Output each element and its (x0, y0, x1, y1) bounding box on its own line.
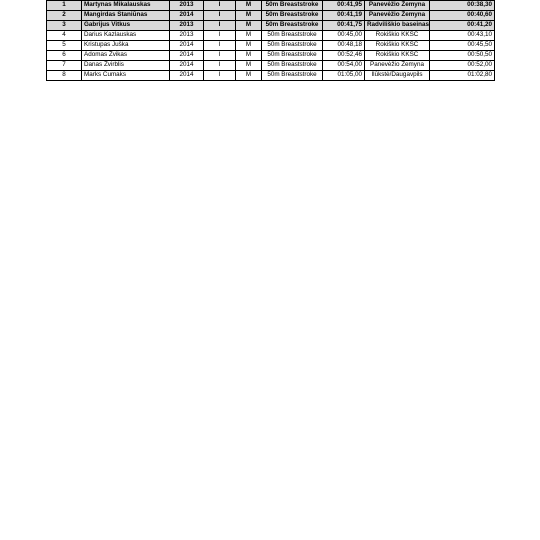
swimmer-name-cell: Martynas Mikalauskas (82, 1, 170, 11)
gender-cell: M (236, 21, 262, 31)
swimmer-name-cell: Marks Čumaks (82, 71, 170, 81)
club-cell: Radviliškio baseinas (365, 21, 430, 31)
place-cell: 8 (47, 71, 82, 81)
result-time-cell: 00:38,30 (430, 1, 495, 11)
place-cell: 5 (47, 41, 82, 51)
group-cell: I (204, 21, 236, 31)
table-row (47, 71, 495, 81)
group-cell: I (204, 11, 236, 21)
result-time-cell: 00:52,00 (430, 61, 495, 71)
gender-cell: M (236, 1, 262, 11)
event-cell: 50m Breaststroke (262, 31, 323, 41)
place-cell: 7 (47, 61, 82, 71)
event-cell: 50m Breaststroke (262, 21, 323, 31)
table-row (47, 41, 495, 51)
gender-cell: M (236, 61, 262, 71)
birth-year-cell: 2014 (170, 11, 204, 21)
result-time-cell: 00:43,10 (430, 31, 495, 41)
gender-cell: M (236, 11, 262, 21)
place-cell: 1 (47, 1, 82, 11)
club-cell: Rokiškio KKSC (365, 41, 430, 51)
event-cell: 50m Breaststroke (262, 51, 323, 61)
birth-year-cell: 2014 (170, 41, 204, 51)
entry-time-cell: 00:41,75 (323, 21, 365, 31)
event-cell: 50m Breaststroke (262, 71, 323, 81)
place-cell: 2 (47, 11, 82, 21)
results-table (46, 0, 495, 81)
result-time-cell: 01:02,80 (430, 71, 495, 81)
entry-time-cell: 00:45,00 (323, 31, 365, 41)
birth-year-cell: 2014 (170, 71, 204, 81)
event-cell: 50m Breaststroke (262, 61, 323, 71)
birth-year-cell: 2014 (170, 61, 204, 71)
place-cell: 4 (47, 31, 82, 41)
birth-year-cell: 2013 (170, 21, 204, 31)
group-cell: I (204, 31, 236, 41)
group-cell: I (204, 41, 236, 51)
group-cell: I (204, 61, 236, 71)
club-cell: Panevėžio Žemyna (365, 61, 430, 71)
result-time-cell: 00:45,50 (430, 41, 495, 51)
swimmer-name-cell: Gabrijus Vitkus (82, 21, 170, 31)
swimmer-name-cell: Mangirdas Staniūnas (82, 11, 170, 21)
birth-year-cell: 2013 (170, 1, 204, 11)
place-cell: 3 (47, 21, 82, 31)
entry-time-cell: 00:41,19 (323, 11, 365, 21)
gender-cell: M (236, 41, 262, 51)
entry-time-cell: 01:05,00 (323, 71, 365, 81)
result-time-cell: 00:41,20 (430, 21, 495, 31)
swimmer-name-cell: Adomas Žvikas (82, 51, 170, 61)
swimmer-name-cell: Kristupas Juška (82, 41, 170, 51)
club-cell: Rokiškio KKSC (365, 31, 430, 41)
birth-year-cell: 2014 (170, 51, 204, 61)
gender-cell: M (236, 51, 262, 61)
gender-cell: M (236, 31, 262, 41)
result-time-cell: 00:40,60 (430, 11, 495, 21)
table-row (47, 31, 495, 41)
entry-time-cell: 00:52,46 (323, 51, 365, 61)
entry-time-cell: 00:48,18 (323, 41, 365, 51)
event-cell: 50m Breaststroke (262, 41, 323, 51)
birth-year-cell: 2013 (170, 31, 204, 41)
entry-time-cell: 00:41,95 (323, 1, 365, 11)
table-row (47, 61, 495, 71)
event-cell: 50m Breaststroke (262, 1, 323, 11)
table-row (47, 51, 495, 61)
result-time-cell: 00:50,50 (430, 51, 495, 61)
club-cell: Ilūkstė/Daugavpils (365, 71, 430, 81)
club-cell: Panevėžio Žemyna (365, 1, 430, 11)
group-cell: I (204, 51, 236, 61)
event-cell: 50m Breaststroke (262, 11, 323, 21)
club-cell: Panevėžio Žemyna (365, 11, 430, 21)
entry-time-cell: 00:54,00 (323, 61, 365, 71)
table-row (47, 21, 495, 31)
swimmer-name-cell: Darius Kazlauskas (82, 31, 170, 41)
table-row (47, 1, 495, 11)
results-body (47, 1, 495, 81)
swimmer-name-cell: Danas Žvirblis (82, 61, 170, 71)
table-row (47, 11, 495, 21)
group-cell: I (204, 1, 236, 11)
club-cell: Rokiškio KKSC (365, 51, 430, 61)
place-cell: 6 (47, 51, 82, 61)
gender-cell: M (236, 71, 262, 81)
group-cell: I (204, 71, 236, 81)
